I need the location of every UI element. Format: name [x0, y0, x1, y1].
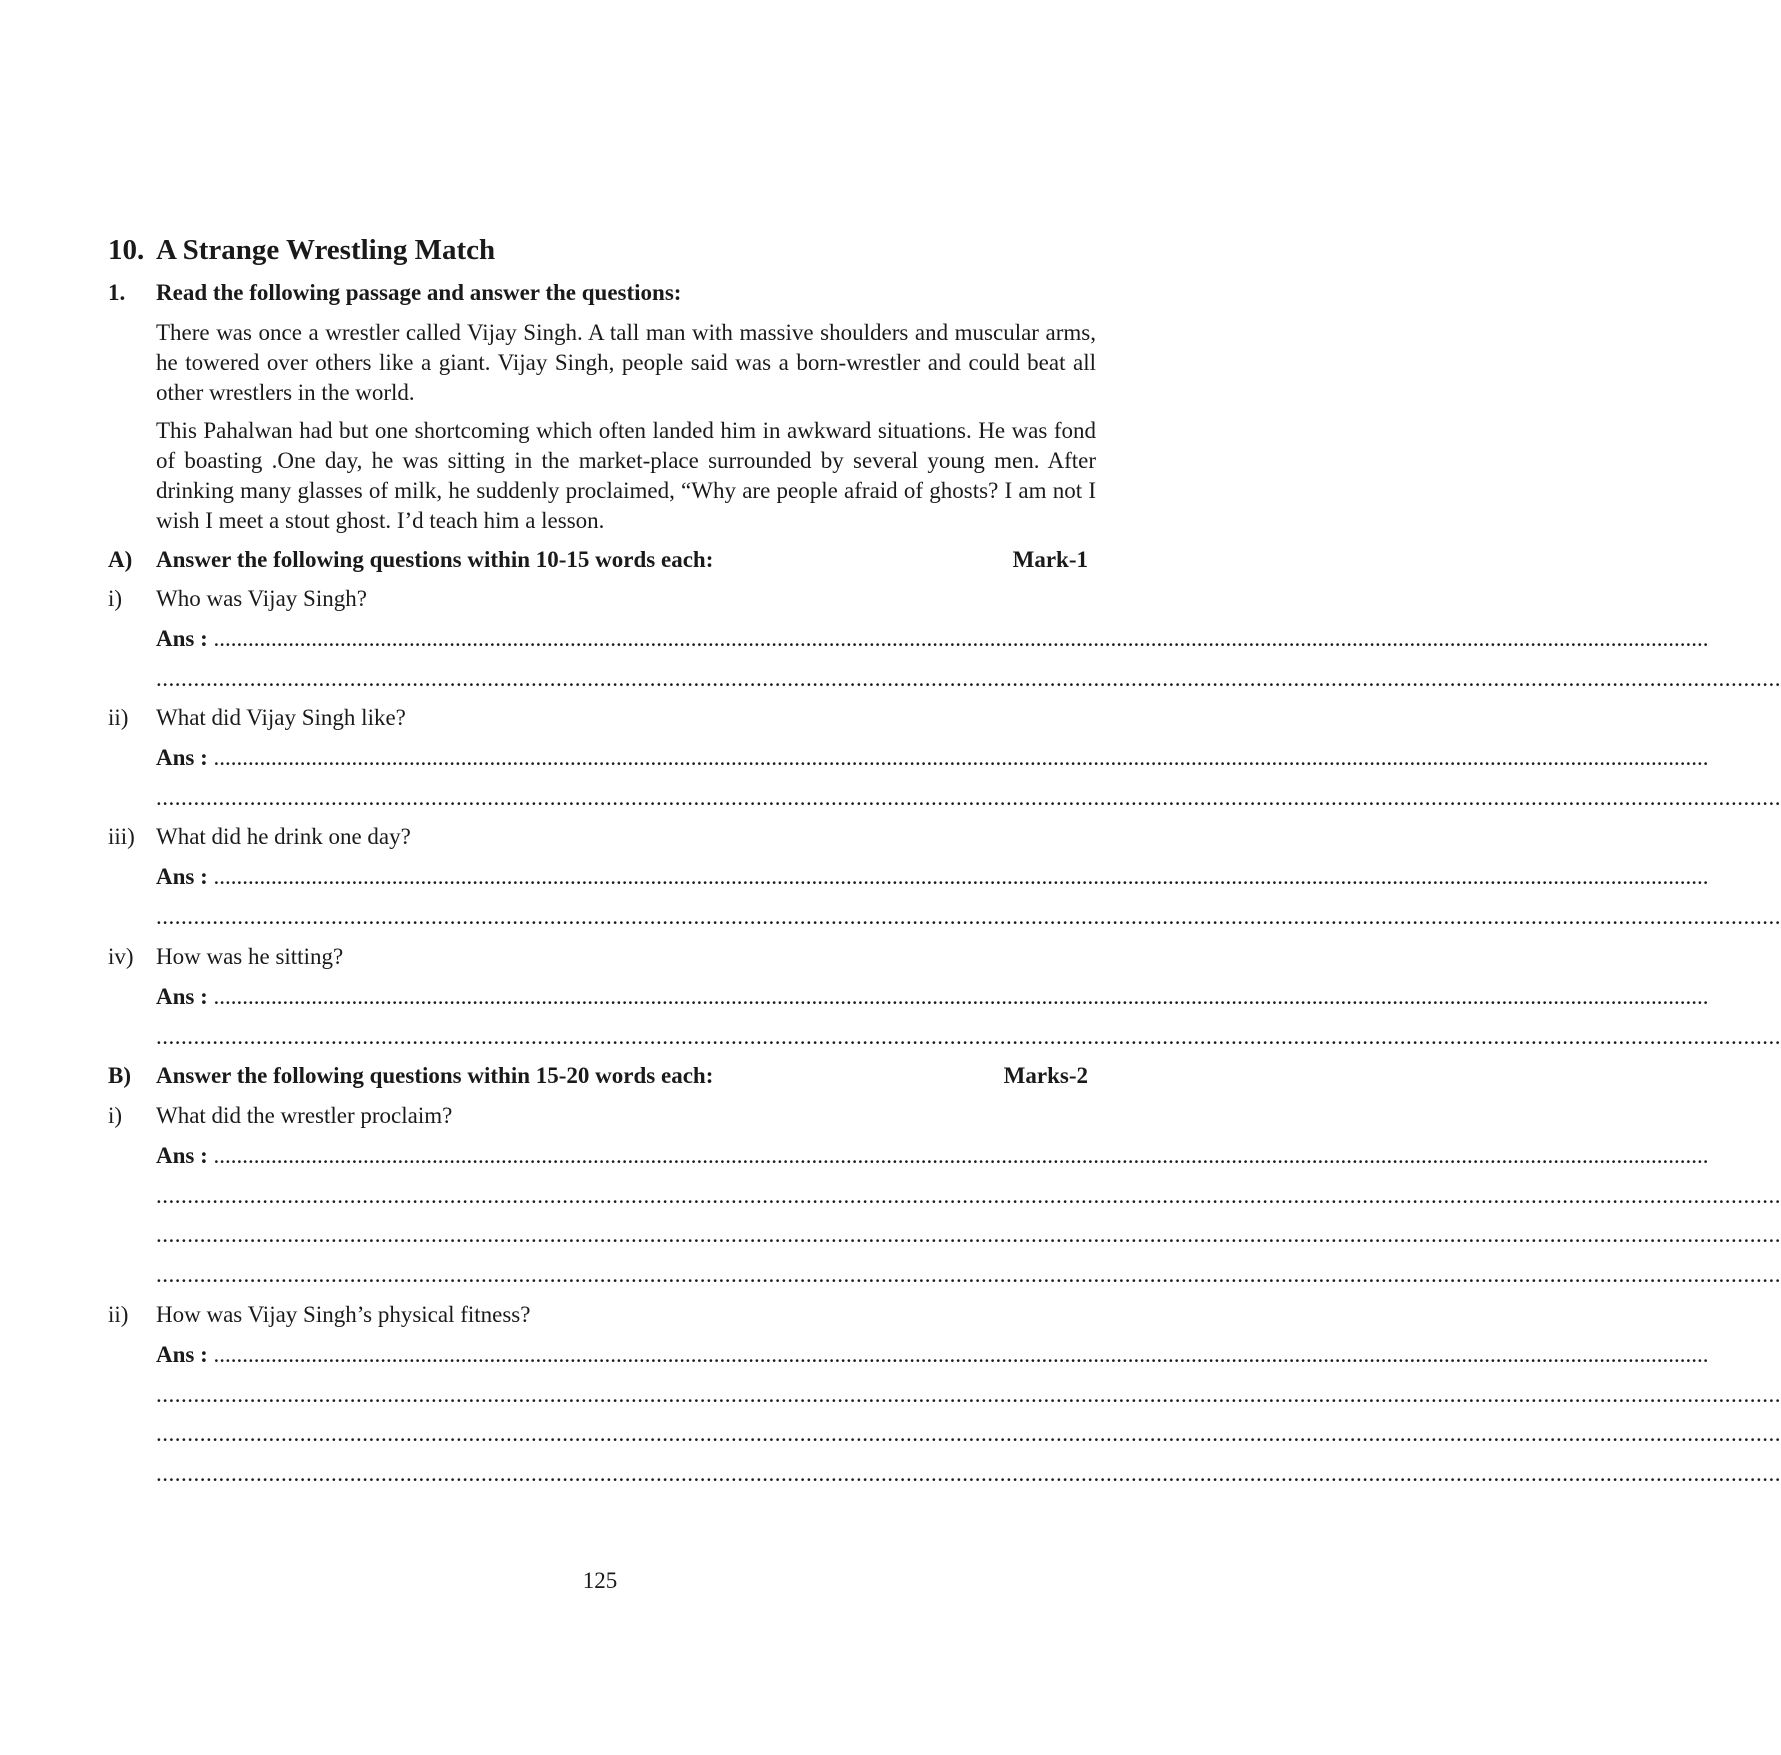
- question-text: What did Vijay Singh like?: [156, 705, 406, 730]
- question-number: iv): [108, 944, 134, 969]
- answer-label: Ans :: [156, 984, 208, 1009]
- section-a-marks: Mark-1: [1012, 547, 1088, 572]
- answer-label: Ans :: [156, 745, 208, 770]
- answer-line-a-1-2[interactable]: ....................................................................................................................................................................................................................................................................: [156, 666, 1781, 691]
- answer-line-a-1-1[interactable]: Ans : ....................................................................................................................................................................................................................................................................: [156, 626, 1709, 651]
- answer-line-b-1-1[interactable]: Ans : ....................................................................................................................................................................................................................................................................: [156, 1143, 1709, 1168]
- answer-line-b-1-3[interactable]: ....................................................................................................................................................................................................................................................................: [156, 1222, 1781, 1247]
- question-number: i): [108, 1103, 123, 1128]
- answer-line-b-2-3[interactable]: ....................................................................................................................................................................................................................................................................: [156, 1421, 1781, 1446]
- answer-label: Ans :: [156, 626, 208, 651]
- chapter-title: [108, 234, 495, 267]
- passage-paragraph-2: This Pahalwan had but one shortcoming which often landed him in awkward situations. He was fond of boasting .One day, he was sitting in the market-place surrounded by several young men. After drinking many glasses of milk, he suddenly proclaimed, “Why are people afraid of ghosts? I am not I wish I meet a stout ghost. I’d teach him a lesson.: [156, 418, 1096, 533]
- answer-label: Ans :: [156, 1342, 208, 1367]
- answer-line-b-2-4[interactable]: ....................................................................................................................................................................................................................................................................: [156, 1461, 1781, 1486]
- answer-line-a-3-2[interactable]: ....................................................................................................................................................................................................................................................................: [156, 904, 1781, 929]
- answer-label: Ans :: [156, 864, 208, 889]
- question-text: How was Vijay Singh’s physical fitness?: [156, 1302, 531, 1327]
- chapter-number: 10.: [108, 234, 145, 266]
- section-b-label: B): [108, 1063, 131, 1088]
- question-number: ii): [108, 1302, 129, 1327]
- answer-line-a-2-1[interactable]: Ans : ....................................................................................................................................................................................................................................................................: [156, 745, 1709, 770]
- question-number: i): [108, 586, 123, 611]
- section-b-heading-text: Answer the following questions within 15-20 words each:: [156, 1063, 714, 1088]
- answer-line-a-4-2[interactable]: ....................................................................................................................................................................................................................................................................: [156, 1024, 1781, 1049]
- question-number: iii): [108, 824, 135, 849]
- section-a-heading-text: Answer the following questions within 10-15 words each:: [156, 547, 714, 572]
- question-number: ii): [108, 705, 129, 730]
- answer-line-b-1-4[interactable]: ....................................................................................................................................................................................................................................................................: [156, 1262, 1781, 1287]
- page-number: 125: [582, 1568, 618, 1593]
- answer-line-b-2-1[interactable]: Ans : ....................................................................................................................................................................................................................................................................: [156, 1342, 1709, 1367]
- passage-paragraph-1: There was once a wrestler called Vijay Singh. A tall man with massive shoulders and muscular arms, he towered over others like a giant. Vijay Singh, people said was a born-wrestler and could beat all other wrestlers in the world.: [156, 320, 1096, 405]
- question-text: What did the wrestler proclaim?: [156, 1103, 453, 1128]
- answer-line-a-4-1[interactable]: Ans : ....................................................................................................................................................................................................................................................................: [156, 984, 1709, 1009]
- answer-line-a-2-2[interactable]: ....................................................................................................................................................................................................................................................................: [156, 785, 1781, 810]
- chapter-title-text: A Strange Wrestling Match: [156, 234, 496, 266]
- answer-label: Ans :: [156, 1143, 208, 1168]
- question-text: What did he drink one day?: [156, 824, 411, 849]
- section-b-marks: Marks-2: [1003, 1063, 1088, 1088]
- answer-line-b-1-2[interactable]: ....................................................................................................................................................................................................................................................................: [156, 1183, 1781, 1208]
- answer-line-b-2-2[interactable]: ....................................................................................................................................................................................................................................................................: [156, 1382, 1781, 1407]
- answer-line-a-3-1[interactable]: Ans : ....................................................................................................................................................................................................................................................................: [156, 864, 1709, 889]
- exercise-instruction-text: Read the following passage and answer the questions:: [156, 280, 682, 305]
- section-a-label: A): [108, 547, 133, 572]
- question-text: Who was Vijay Singh?: [156, 586, 367, 611]
- exercise-number: 1.: [108, 280, 126, 305]
- question-text: How was he sitting?: [156, 944, 344, 969]
